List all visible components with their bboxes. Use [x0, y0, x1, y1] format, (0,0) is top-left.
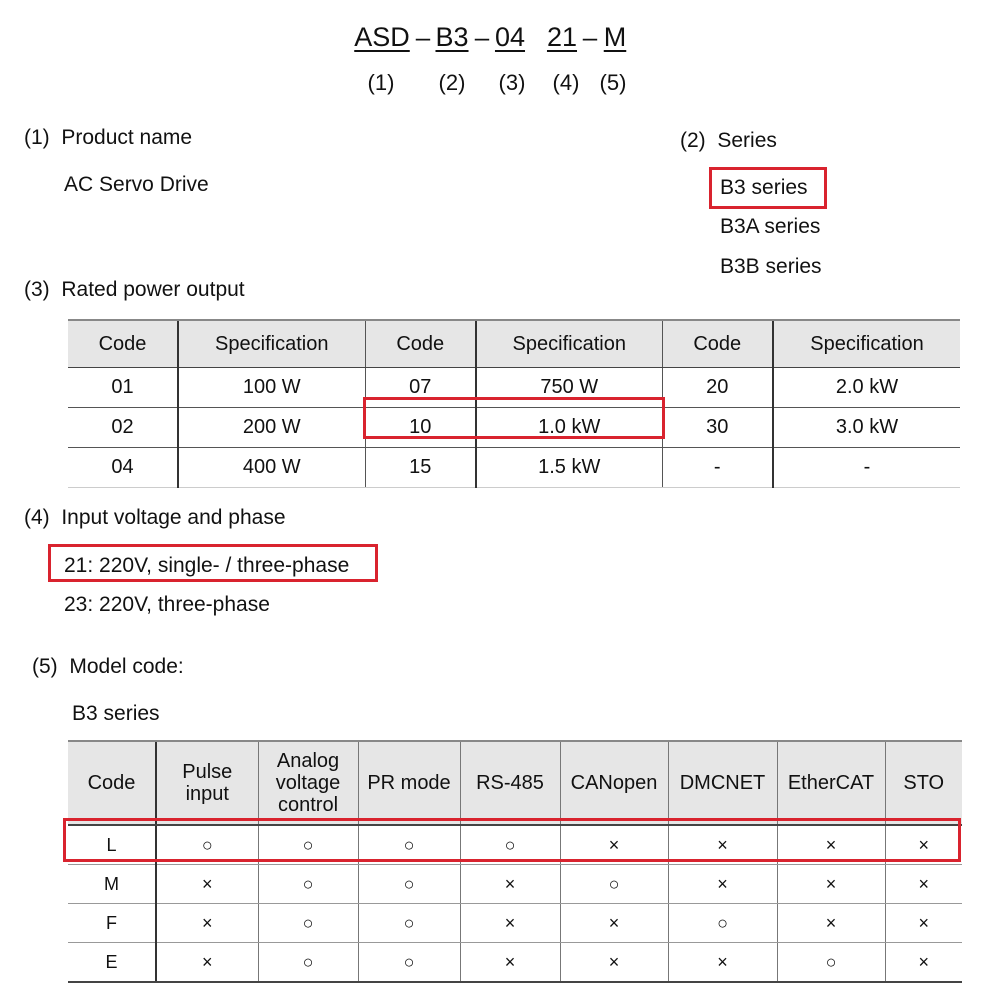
- model-string: [0, 22, 1000, 62]
- series-item-b3: B3 series: [720, 176, 808, 199]
- section-4-title: Input voltage and phase: [61, 506, 286, 529]
- model-segment-series: B3: [435, 22, 469, 52]
- table-cell: ○: [358, 865, 460, 904]
- table-cell: ×: [668, 825, 777, 865]
- column-header: Pulse input: [156, 741, 258, 825]
- section-4-heading: [24, 506, 286, 530]
- table-cell: E: [68, 943, 156, 983]
- model-dash: –: [474, 22, 490, 52]
- series-item-b3b: B3B series: [720, 255, 822, 278]
- column-header: Code: [662, 320, 773, 368]
- table-cell: ○: [358, 943, 460, 983]
- table-header-row: [68, 320, 960, 368]
- table-cell: ○: [358, 904, 460, 943]
- table-cell: ×: [460, 865, 560, 904]
- highlight-box-power: [363, 397, 665, 439]
- table-row: [68, 943, 962, 983]
- section-5-label: (5): [32, 655, 58, 678]
- table-cell: 200 W: [178, 408, 365, 448]
- column-header: Analog voltage control: [258, 741, 358, 825]
- table-cell: 15: [365, 448, 476, 488]
- table-cell: ○: [560, 865, 668, 904]
- model-segment-voltage: 21: [546, 22, 578, 52]
- model-number-3: (3): [498, 70, 526, 95]
- section-2-title: Series: [717, 129, 777, 152]
- section-3-heading: [24, 278, 245, 302]
- table-cell: M: [68, 865, 156, 904]
- table-cell: 10: [365, 408, 476, 448]
- table-cell: ×: [668, 865, 777, 904]
- table-cell: ×: [156, 943, 258, 983]
- table-row: [68, 904, 962, 943]
- column-header: STO: [885, 741, 962, 825]
- section-4-label: (4): [24, 506, 50, 529]
- section-2-label: (2): [680, 129, 706, 152]
- section-5-title: Model code:: [69, 655, 184, 678]
- column-header: Code: [365, 320, 476, 368]
- series-item-b3a: B3A series: [720, 215, 821, 238]
- column-header: Specification: [773, 320, 960, 368]
- table-cell: 07: [365, 368, 476, 408]
- model-dash: –: [415, 22, 431, 52]
- table-cell: 1.5 kW: [476, 448, 662, 488]
- column-header: Code: [68, 741, 156, 825]
- table-cell: 750 W: [476, 368, 662, 408]
- table-cell: ×: [156, 865, 258, 904]
- column-header: CANopen: [560, 741, 668, 825]
- table-row: [68, 865, 962, 904]
- table-cell: ×: [560, 825, 668, 865]
- table-cell: ○: [668, 904, 777, 943]
- table-cell: ○: [777, 943, 885, 983]
- table-cell: ×: [777, 904, 885, 943]
- table-cell: ×: [668, 943, 777, 983]
- table-cell: ×: [777, 825, 885, 865]
- section-1-title: Product name: [61, 126, 193, 149]
- column-header: EtherCAT: [777, 741, 885, 825]
- table-cell: ○: [156, 825, 258, 865]
- table-cell: 02: [68, 408, 178, 448]
- table-cell: ○: [358, 825, 460, 865]
- section-2-heading: [680, 129, 777, 153]
- column-header: Code: [68, 320, 178, 368]
- table-cell: ×: [885, 825, 962, 865]
- column-header: DMCNET: [668, 741, 777, 825]
- table-cell: 3.0 kW: [773, 408, 960, 448]
- table-cell: ○: [258, 904, 358, 943]
- table-cell: ×: [885, 904, 962, 943]
- table-cell: ×: [156, 904, 258, 943]
- model-segment-code: M: [603, 22, 627, 52]
- table-header-row: [68, 741, 962, 825]
- table-row: [68, 448, 960, 488]
- table-cell: 100 W: [178, 368, 365, 408]
- table-cell: ×: [460, 904, 560, 943]
- model-number-1: (1): [367, 70, 395, 95]
- column-header: PR mode: [358, 741, 460, 825]
- column-header: RS-485: [460, 741, 560, 825]
- voltage-item-23: 23: 220V, three-phase: [64, 593, 270, 616]
- table-cell: ×: [560, 904, 668, 943]
- product-name-value: AC Servo Drive: [64, 173, 209, 196]
- voltage-item-21: 21: 220V, single- / three-phase: [64, 554, 350, 577]
- table-cell: 400 W: [178, 448, 365, 488]
- table-cell: ○: [460, 825, 560, 865]
- table-cell: F: [68, 904, 156, 943]
- table-cell: ○: [258, 943, 358, 983]
- table-cell: ×: [460, 943, 560, 983]
- table-cell: -: [773, 448, 960, 488]
- table-cell: 1.0 kW: [476, 408, 662, 448]
- table-cell: 01: [68, 368, 178, 408]
- model-number-5: (5): [599, 70, 627, 95]
- table-cell: 2.0 kW: [773, 368, 960, 408]
- table-cell: ×: [885, 865, 962, 904]
- model-segment-power: 04: [494, 22, 526, 52]
- table-cell: 04: [68, 448, 178, 488]
- section-3-label: (3): [24, 278, 50, 301]
- table-cell: ×: [885, 943, 962, 983]
- table-cell: -: [662, 448, 773, 488]
- table-cell: 20: [662, 368, 773, 408]
- column-header: Specification: [476, 320, 662, 368]
- section-1-heading: [24, 126, 192, 150]
- table-cell: ×: [560, 943, 668, 983]
- section-5-subtitle: B3 series: [72, 702, 160, 725]
- section-1-label: (1): [24, 126, 50, 149]
- highlight-box-model-code: [63, 818, 961, 862]
- table-cell: L: [68, 825, 156, 865]
- table-cell: 30: [662, 408, 773, 448]
- table-cell: ○: [258, 865, 358, 904]
- table-cell: ○: [258, 825, 358, 865]
- model-segment-product: ASD: [354, 22, 410, 52]
- column-header: Specification: [178, 320, 365, 368]
- model-number-4: (4): [552, 70, 580, 95]
- section-3-title: Rated power output: [61, 278, 245, 301]
- table-cell: ×: [777, 865, 885, 904]
- model-dash: –: [582, 22, 598, 52]
- model-number-2: (2): [438, 70, 466, 95]
- section-5-heading: [32, 655, 184, 679]
